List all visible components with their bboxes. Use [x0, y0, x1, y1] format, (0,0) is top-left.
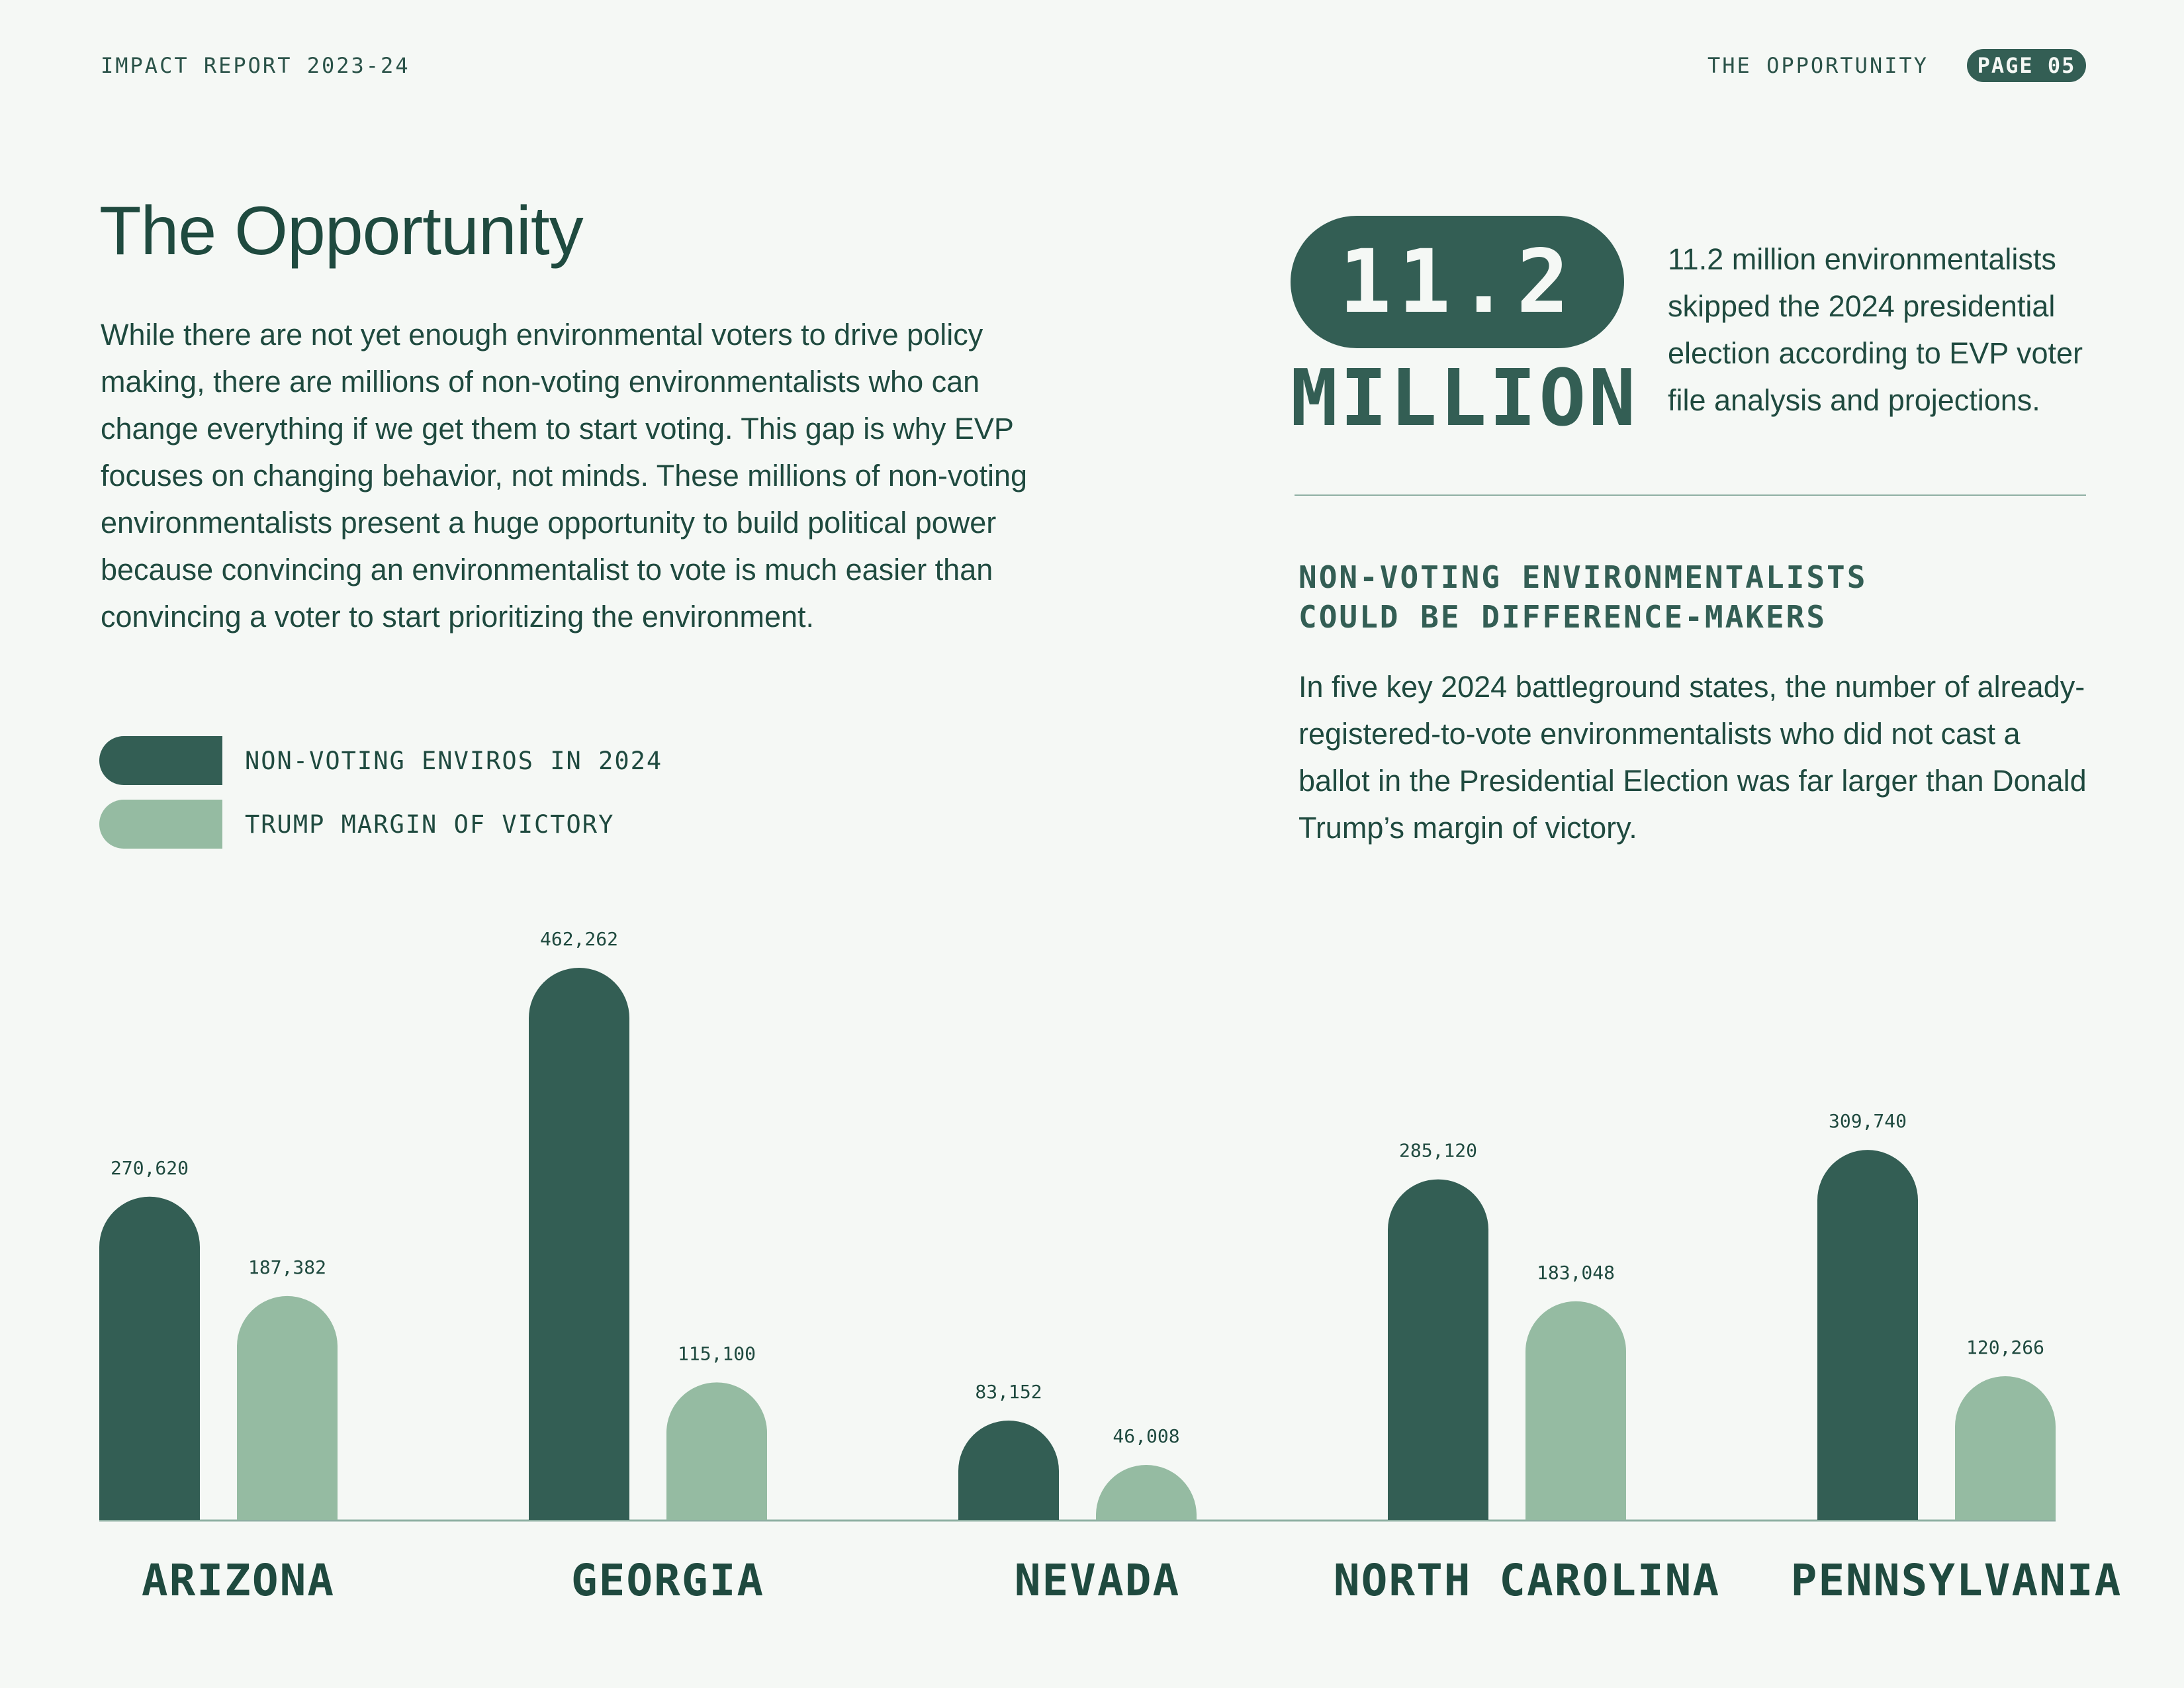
- bar-georgia-nonvoting: [529, 968, 629, 1520]
- section-label: THE OPPORTUNITY: [1707, 53, 1929, 78]
- value-label-arizona-margin: 187,382: [248, 1256, 327, 1278]
- value-label-georgia-margin: 115,100: [677, 1342, 756, 1365]
- bar-nevada-nonvoting: [958, 1421, 1059, 1520]
- stat-description: 11.2 million environmentalists skipped the 2024 presidential election according to EVP voter file analysis and projections.: [1668, 242, 2083, 417]
- value-label-nevada-nonvoting: 83,152: [975, 1380, 1042, 1403]
- bar-pennsylvania-nonvoting: [1817, 1150, 1918, 1520]
- bar-north-carolina-nonvoting: [1388, 1180, 1488, 1520]
- value-label-arizona-nonvoting: 270,620: [110, 1156, 189, 1179]
- category-label-georgia: GEORGIA: [570, 1555, 765, 1606]
- stat-unit: MILLION: [1291, 352, 1639, 444]
- bar-arizona-nonvoting: [99, 1197, 200, 1520]
- subsection-body: In five key 2024 battleground states, the number of already-registered-to-vote environmentalists who did not cast a ballot in the Presidential Election was far larger than Donald Trump’s margin of victory.: [1298, 670, 2087, 845]
- value-label-pennsylvania-nonvoting: 309,740: [1828, 1110, 1907, 1133]
- category-label-pennsylvania: PENNSYLVANIA: [1790, 1555, 2122, 1606]
- page-title: The Opportunity: [99, 193, 583, 269]
- bar-north-carolina-margin: [1525, 1301, 1626, 1520]
- value-label-nevada-margin: 46,008: [1113, 1425, 1180, 1447]
- bar-georgia-margin: [666, 1382, 767, 1520]
- value-label-pennsylvania-margin: 120,266: [1966, 1336, 2045, 1359]
- category-label-arizona: ARIZONA: [141, 1555, 336, 1606]
- category-label-nevada: NEVADA: [1014, 1555, 1181, 1606]
- value-label-georgia-nonvoting: 462,262: [539, 928, 619, 950]
- category-label-north-carolina: NORTH CAROLINA: [1333, 1555, 1721, 1606]
- report-label: IMPACT REPORT 2023-24: [101, 53, 410, 78]
- stat-value-pill: 11.2: [1291, 216, 1624, 348]
- bar-arizona-margin: [237, 1296, 338, 1520]
- subsection-heading-line2: COULD BE DIFFERENCE-MAKERS: [1298, 599, 1827, 635]
- bar-pennsylvania-margin: [1955, 1376, 2056, 1520]
- bar-nevada-margin: [1096, 1465, 1197, 1520]
- subsection-heading-line1: NON-VOTING ENVIRONMENTALISTS: [1298, 559, 1868, 595]
- legend-label-nonvoting: NON-VOTING ENVIROS IN 2024: [245, 746, 663, 775]
- value-label-north-carolina-nonvoting: 285,120: [1398, 1139, 1478, 1162]
- intro-paragraph: While there are not yet enough environmental voters to drive policy making, there are millions of non-voting environmentalists who can change everything if we get them to start voting. This gap is why EVP focuses on changing behavior, not minds. These millions of non-voting environmentalists present a huge opportunity to build political power because convincing an environmentalist to vote is much easier than convincing a voter to start prioritizing the environment.: [101, 318, 1028, 633]
- legend-label-margin: TRUMP MARGIN OF VICTORY: [245, 810, 615, 839]
- value-label-north-carolina-margin: 183,048: [1536, 1261, 1615, 1284]
- page-badge: PAGE 05: [1967, 49, 2086, 82]
